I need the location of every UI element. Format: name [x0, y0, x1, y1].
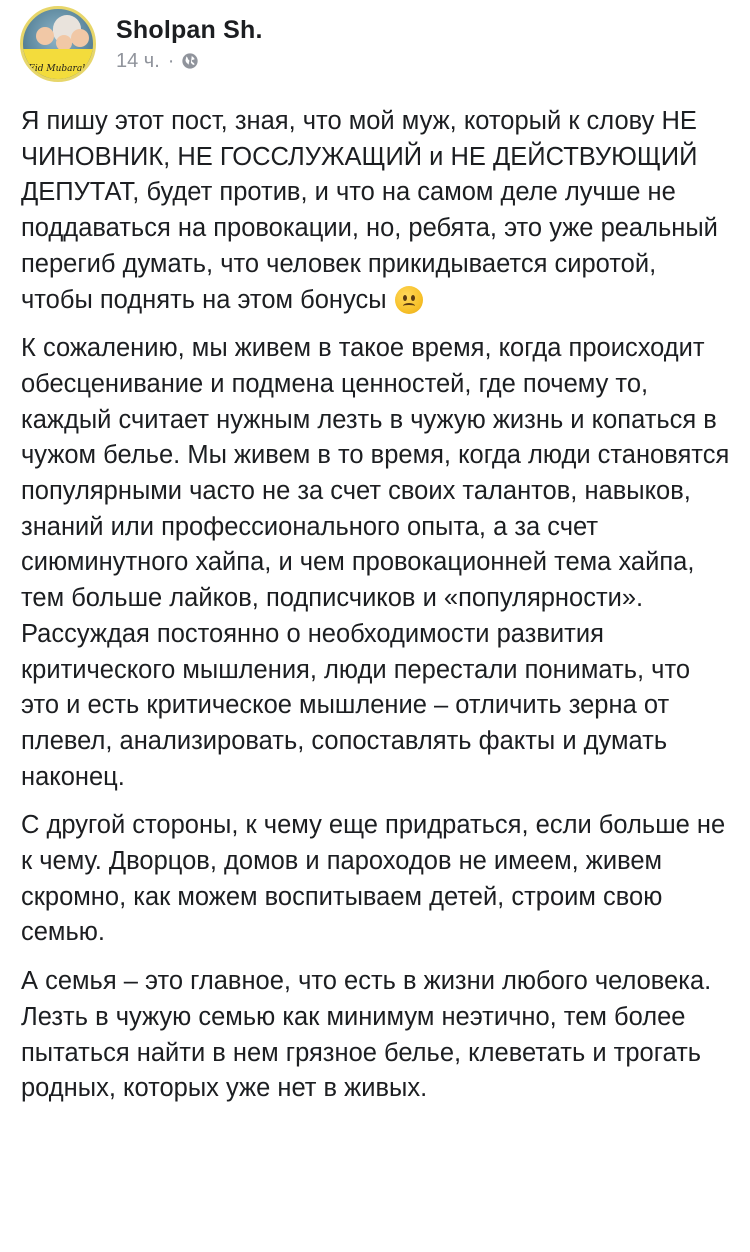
sad-face-emoji-icon: [395, 286, 423, 314]
post-body: [21, 104, 733, 1120]
post-subline: [116, 48, 263, 74]
post-paragraph: Я пишу этот пост, зная, что мой муж, который к слову НЕ ЧИНОВНИК, НЕ ГОССЛУЖАЩИЙ и НЕ ДЕЙСТВУЮЩИЙ ДЕПУТАТ, будет против, и что на самом деле лучше не поддаваться на провокации, но, ребята, это уже реальный перегиб думать, что человек прикидывается сиротой, чтобы поднять на этом бонусы: [21, 107, 718, 314]
avatar-photo-figure: [36, 27, 54, 45]
post-header: [20, 4, 730, 84]
post-timestamp[interactable]: 14 ч.: [116, 49, 160, 72]
post-paragraph: А семья – это главное, что есть в жизни любого человека. Лезть в чужую семью как минимум неэтично, тем более пытаться найти в нем грязное белье, клеветать и трогать родных, которых уже нет в живых.: [21, 967, 712, 1103]
avatar-frame-caption: Eid Mubarak: [28, 64, 88, 74]
author-name[interactable]: Sholpan Sh.: [116, 15, 263, 44]
avatar-photo-figure: [71, 29, 89, 47]
post-paragraph: К сожалению, мы живем в такое время, когда происходит обесценивание и подмена ценностей, где почему то, каждый считает нужным лезть в чужую жизнь и копаться в чужом белье. Мы живем в то время, когда люди становятся популярными часто не за счет своих талантов, навыков, знаний или профессионального опыта, а за счет сиюминутного хайпа, и чем провокационней тема хайпа, тем больше лайков, подписчиков и «популярности». Рассуждая постоянно о необходимости развития критического мышления, люди перестали понимать, что это и есть критическое мышление – отличить зерна от плевел, анализировать, сопоставлять факты и думать наконец.: [21, 334, 730, 791]
globe-icon[interactable]: [181, 52, 199, 70]
post-paragraph: С другой стороны, к чему еще придраться, если больше не к чему. Дворцов, домов и пароходов не имеем, живем скромно, как можем воспитываем детей, строим свою семью.: [21, 811, 726, 947]
post-meta: [116, 15, 263, 74]
separator-dot: ·: [167, 49, 175, 72]
avatar[interactable]: [20, 6, 96, 82]
